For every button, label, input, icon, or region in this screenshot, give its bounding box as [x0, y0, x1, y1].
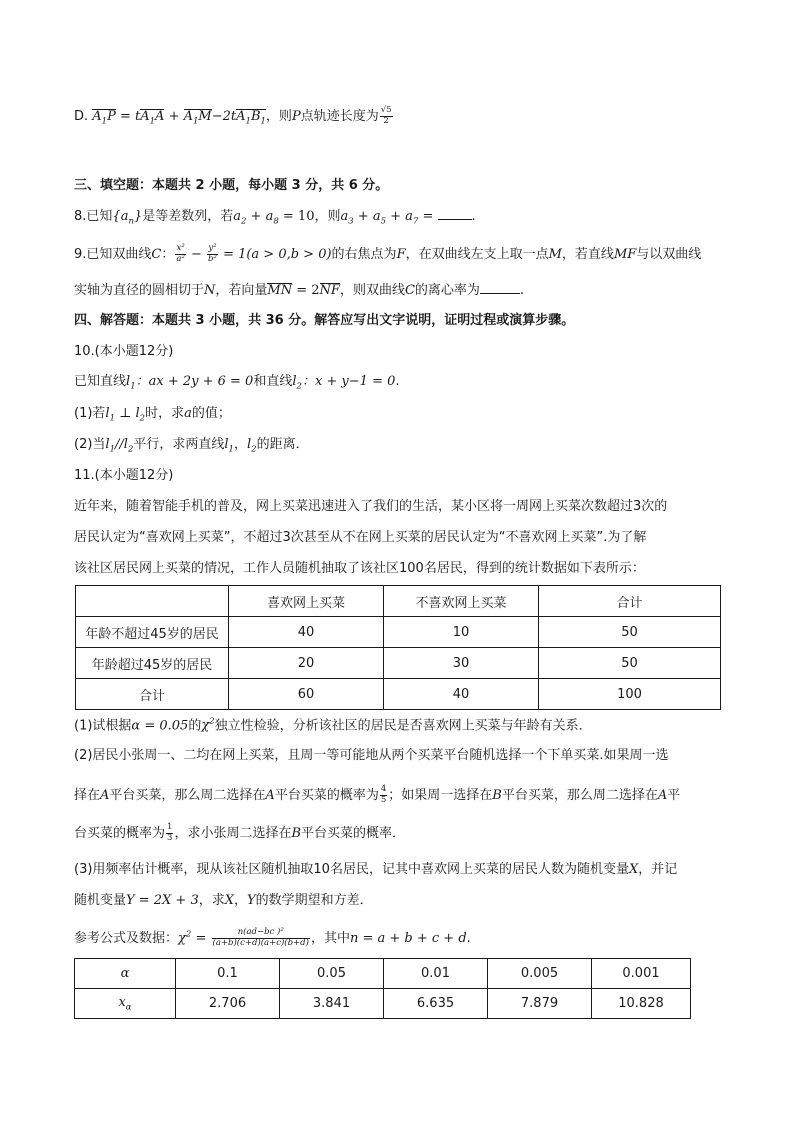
question-9-line-1: 9.已知双曲线C： $\frac{\text{x²}}{\text{a²}}$ − $\frac{\text{y²}}{\text{b²}}$ = 1(a > 0,b > 0)的右焦点为F，在双曲线左支上取一点M，若直线MF与以双曲线: [74, 243, 702, 264]
table-row: [76, 679, 721, 710]
question-11-paragraph-1: 近年来，随着智能手机的普及，网上买菜迅速进入了我们的生活，某小区将一周网上买菜次数超过3次的: [74, 499, 668, 514]
question-10-header: 10.(本小题12分): [74, 344, 174, 359]
table-header-cell: 喜欢网上买菜: [229, 586, 384, 617]
table-header-cell: 合计: [539, 586, 721, 617]
option-d-label: D.: [74, 108, 93, 124]
table-cell: 50: [539, 617, 721, 648]
question-11-header: 11.(本小题12分): [74, 468, 174, 483]
question-11-paragraph-2: 居民认定为“喜欢网上买菜”，不超过3次甚至从不在网上买菜的居民认定为“不喜欢网上买菜”.为了解: [74, 530, 647, 545]
survey-table: [75, 585, 721, 710]
table-cell: 0.001: [592, 959, 691, 989]
table-cell: 50: [539, 648, 721, 679]
table-cell: 40: [384, 679, 539, 710]
table-cell: 20: [229, 648, 384, 679]
question-11-part-3-line-1: (3)用频率估计概率，现从该社区随机抽取10名居民，记其中喜欢网上买菜的居民人数为随机变量X，并记: [74, 862, 678, 877]
question-11-part-2-line-3: 台买菜的概率为 $\frac{1}{3}$ ，求小张周二选择在B平台买菜的概率．: [74, 822, 406, 843]
question-10-intro: 已知直线$l_1$：ax + 2y + 6 = 0和直线$l_2$：x + y−1 = 0.: [74, 374, 400, 392]
answer-blank-8: [438, 207, 472, 220]
table-header-row: [76, 586, 721, 617]
option-d-fraction: $\frac{√5}{2}$: [380, 105, 392, 126]
table-cell: 0.05: [280, 959, 384, 989]
section-3-title: 三、填空题：本题共 2 小题，每小题 3 分，共 6 分。: [74, 178, 389, 193]
table-cell: 2.706: [176, 989, 280, 1019]
table-cell: 60: [229, 679, 384, 710]
table-cell: 7.879: [488, 989, 592, 1019]
table-cell: 3.841: [280, 989, 384, 1019]
table-cell: 年龄不超过45岁的居民: [76, 617, 229, 648]
table-cell: 30: [384, 648, 539, 679]
table-row: [75, 989, 691, 1019]
question-8: 8.已知$\{a_n\}$是等差数列，若$a_2 + a_8 = 10$，则$a_3 + a_5 + a_7$ = .: [74, 209, 476, 227]
reference-formula: 参考公式及数据：$\chi^2$ = $\frac{\text{n(ad−bc )²}}{(a+b)(c+d)(a+c)(b+d)}$ ，其中n = a + b + c + d.: [74, 927, 471, 948]
question-11-part-3-line-2: 随机变量Y = 2X + 3，求X，Y的数学期望和方差．: [74, 893, 373, 908]
question-9-line-2: 实轴为直径的圆相切于N，若向量MN = 2NF，则双曲线C的离心率为 .: [74, 283, 525, 298]
table-cell: α: [75, 959, 176, 989]
option-d-text: ，则: [265, 108, 292, 124]
table-cell: 合计: [76, 679, 229, 710]
table-row: [76, 648, 721, 679]
section-4-title: 四、解答题：本题共 3 小题，共 36 分。解答应写出文字说明，证明过程或演算步骤。: [74, 313, 575, 328]
table-cell: 0.1: [176, 959, 280, 989]
table-cell: 100: [539, 679, 721, 710]
option-d-formula: $A_1P = tA_1A + A_1M-2tA_1B_1$: [92, 108, 266, 127]
question-11-part-2-line-1: (2)居民小张周一、二均在网上买菜，且周一等可能地从两个买菜平台随机选择一个下单买菜.如果周一选: [74, 748, 669, 763]
chi-square-fraction: $\frac{\text{n(ad−bc )²}}{(a+b)(c+d)(a+c)(b+d)}$: [212, 927, 309, 948]
question-11-paragraph-3: 该社区居民网上买菜的情况，工作人员随机抽取了该社区100名居民，得到的统计数据如下表所示：: [74, 561, 645, 576]
critical-value-table: [74, 958, 691, 1019]
question-11-part-2-line-2: 择在A平台买菜，那么周二选择在A平台买菜的概率为 $\frac{4}{5}$ ；如果周一选择在B平台买菜，那么周二选择在A平: [74, 784, 681, 805]
question-10-part-1: (1)若$l_1$ ⊥ $l_2$时，求a的值；: [74, 406, 231, 424]
table-cell: 0.005: [488, 959, 592, 989]
table-header-cell: 不喜欢网上买菜: [384, 586, 539, 617]
question-10-part-2: (2)当$l_1//l_2$平行，求两直线$l_1$，$l_2$的距离．: [74, 437, 309, 455]
table-cell: 10.828: [592, 989, 691, 1019]
table-cell: 40: [229, 617, 384, 648]
table-cell: 10: [384, 617, 539, 648]
table-row: [76, 617, 721, 648]
table-row: [75, 959, 691, 989]
point-p: P: [291, 108, 301, 124]
table-cell: $x_\alpha$: [75, 989, 176, 1019]
question-11-part-1: (1)试根据α = 0.05的$\chi^2$独立性检验，分析该社区的居民是否喜欢网上买菜与年龄有关系．: [74, 717, 592, 734]
table-header-cell: [76, 586, 229, 617]
table-cell: 年龄超过45岁的居民: [76, 648, 229, 679]
answer-blank-9: [480, 281, 520, 294]
table-cell: 6.635: [384, 989, 488, 1019]
table-cell: 0.01: [384, 959, 488, 989]
option-d-line: [74, 106, 394, 127]
option-d-text-end: 点轨迹长度为: [300, 108, 379, 124]
